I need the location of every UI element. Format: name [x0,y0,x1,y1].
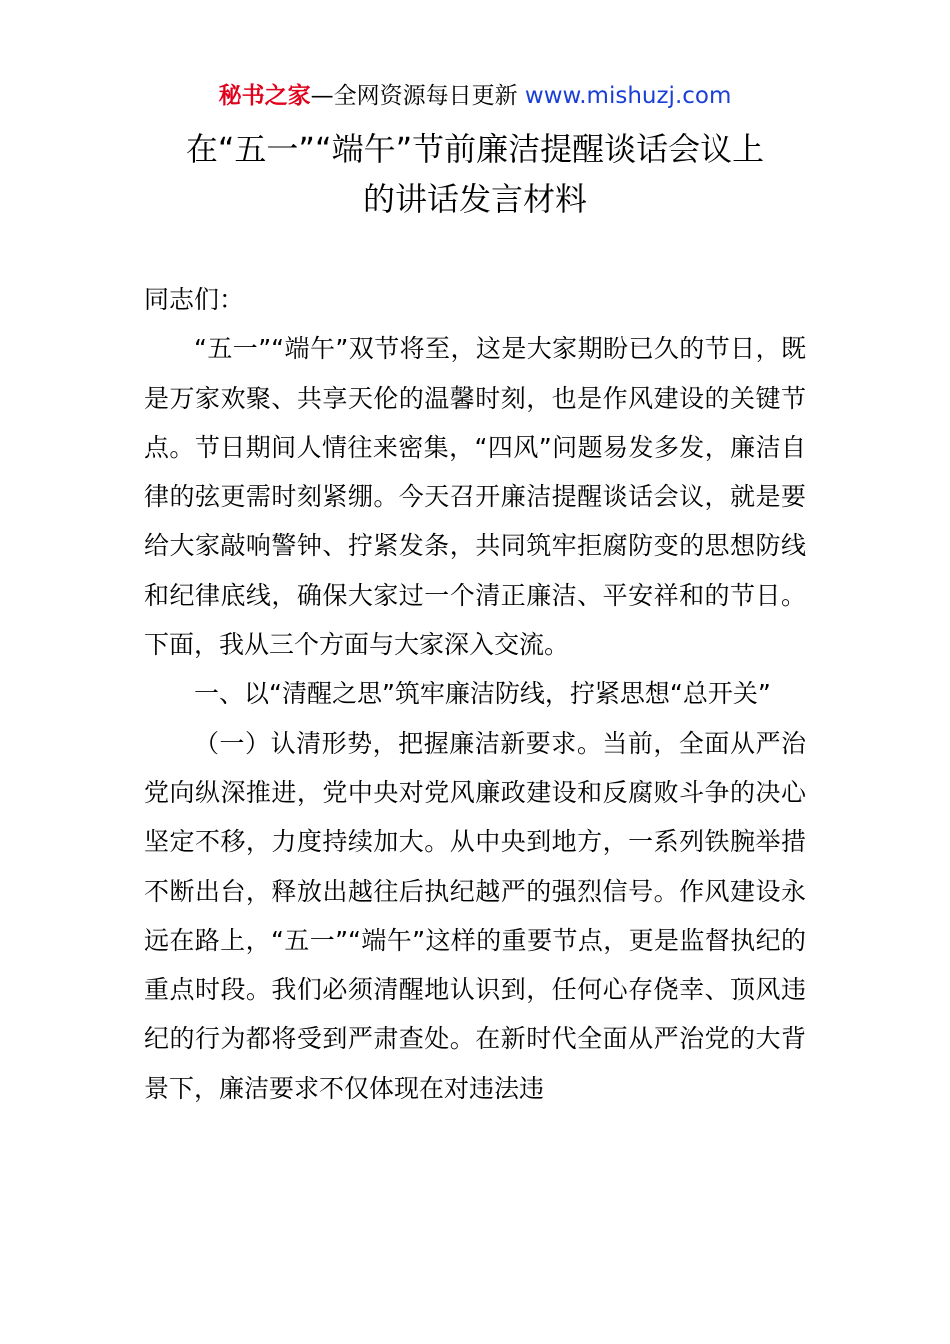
intro-paragraph: “五一”“端午”双节将至，这是大家期盼已久的节日，既是万家欢聚、共享天伦的温馨时刻，也是作风建设的关键节点。节日期间人情往来密集，“四风”问题易发多发，廉洁自律的弦更需时刻紧绷。今天召开廉洁提醒谈话会议，就是要给大家敲响警钟、拧紧发条，共同筑牢拒腐防变的思想防线和纪律底线，确保大家过一个清正廉洁、平安祥和的节日。下面，我从三个方面与大家深入交流。 [144,334,806,660]
document-title [100,124,850,224]
site-header [0,80,950,112]
document-title-line-1: 在“五一”“端午”节前廉洁提醒谈话会议上 [185,130,765,168]
site-tagline: —全网资源每日更新 [310,83,525,109]
site-url-link[interactable]: www.mishuzj.com [524,83,732,109]
section-heading-1: 一、以“清醒之思”筑牢廉洁防线，拧紧思想“总开关” [194,679,771,709]
salutation: 同志们： [144,285,245,314]
site-brand: 秘书之家 [218,83,311,109]
document-body [144,275,806,1113]
document-title-line-2: 的讲话发言材料 [362,180,587,218]
subsection-paragraph-1: （一）认清形势，把握廉洁新要求。当前，全面从严治党向纵深推进，党中央对党风廉政建设和反腐败斗争的决心坚定不移，力度持续加大。从中央到地方，一系列铁腕举措不断出台，释放出越往后执纪越严的强烈信号。作风建设永远在路上，“五一”“端午”这样的重要节点，更是监督执纪的重点时段。我们必须清醒地认识到，任何心存侥幸、顶风违纪的行为都将受到严肃查处。在新时代全面从严治党的大背景下，廉洁要求不仅体现在对违法违 [144,728,806,1103]
